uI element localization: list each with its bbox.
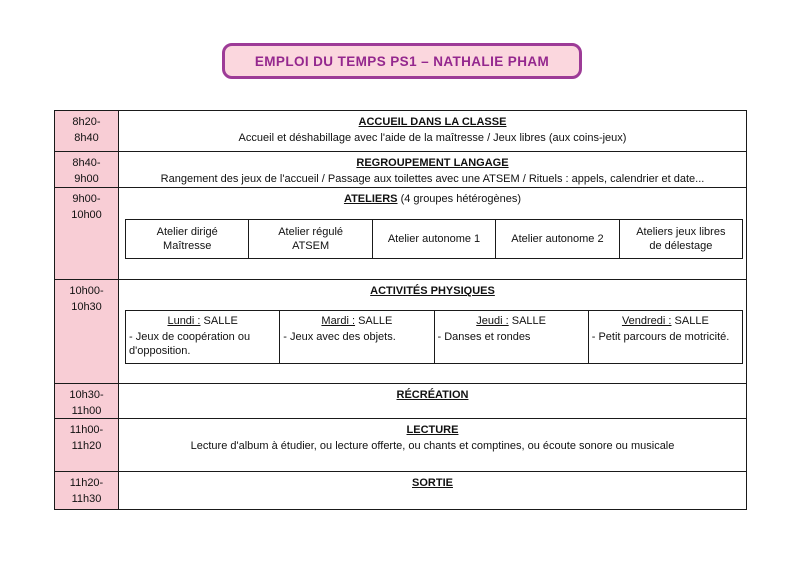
activity-title: SORTIE <box>412 477 453 489</box>
day-header: Lundi : SALLE <box>167 315 238 327</box>
day-description: - Danses et rondes <box>437 331 531 343</box>
ateliers-groups-table <box>125 219 743 259</box>
time-start: 10h30- <box>69 389 104 401</box>
page-title <box>222 43 582 79</box>
activity-title: ACTIVITÉS PHYSIQUES <box>370 285 495 297</box>
time-start: 8h40- <box>72 157 101 169</box>
time-end: 10h00 <box>71 208 102 221</box>
time-cell <box>55 152 119 187</box>
time-start: 10h00- <box>69 285 104 297</box>
activity-description: Rangement des jeux de l'accueil / Passage aux toilettes avec une ATSEM / Rituels : appels, calendrier et date... <box>160 173 705 185</box>
time-end: 11h00 <box>71 404 102 417</box>
day-cell <box>280 311 434 363</box>
time-cell <box>55 188 119 279</box>
schedule-table <box>54 110 747 510</box>
activity-title-suffix: (4 groupes hétérogènes) <box>397 193 522 205</box>
activity-cell <box>119 111 746 151</box>
activity-cell <box>119 152 746 187</box>
physical-days-table <box>125 310 743 364</box>
table-row-regroupement <box>55 152 746 188</box>
activity-cell <box>119 384 746 418</box>
time-cell <box>55 384 119 418</box>
time-start: 11h20- <box>69 477 104 489</box>
activity-cell <box>119 280 746 383</box>
time-start: 8h20- <box>72 116 101 128</box>
time-cell <box>55 111 119 151</box>
table-row-accueil <box>55 111 746 152</box>
table-row-recreation <box>55 384 746 419</box>
time-end: 9h00 <box>74 172 99 185</box>
table-row-ateliers <box>55 188 746 280</box>
activity-title: REGROUPEMENT LANGAGE <box>356 157 509 169</box>
atelier-group-cell: Ateliers jeux libres de délestage <box>636 225 726 252</box>
activity-title: LECTURE <box>406 424 459 436</box>
table-row-activites-physiques <box>55 280 746 384</box>
activity-description: Lecture d'album à étudier, ou lecture offerte, ou chants et comptines, ou écoute sonore ou musicale <box>190 440 675 452</box>
atelier-group-cell: Atelier autonome 1 <box>373 220 496 258</box>
activity-description: Accueil et déshabillage avec l'aide de la maîtresse / Jeux libres (aux coins-jeux) <box>238 132 627 144</box>
activity-title: RÉCRÉATION <box>396 389 469 401</box>
atelier-group-cell: Atelier autonome 2 <box>496 220 619 258</box>
time-cell <box>55 280 119 383</box>
day-header: Jeudi : SALLE <box>476 315 546 327</box>
activity-title: ATELIERS (4 groupes hétérogènes) <box>343 193 522 205</box>
time-cell <box>55 472 119 509</box>
day-description: - Petit parcours de motricité. <box>591 331 730 343</box>
activity-cell <box>119 472 746 509</box>
time-end: 11h30 <box>71 492 102 505</box>
time-end: 10h30 <box>71 300 102 313</box>
atelier-group-cell: Atelier dirigé Maîtresse <box>126 220 249 258</box>
day-cell <box>435 311 589 363</box>
time-start: 9h00- <box>72 193 101 205</box>
time-start: 11h00- <box>69 424 104 436</box>
time-cell <box>55 419 119 471</box>
page-title-text: EMPLOI DU TEMPS PS1 – NATHALIE PHAM <box>254 53 550 69</box>
activity-cell <box>119 419 746 471</box>
day-header: Vendredi : SALLE <box>621 315 709 327</box>
day-cell <box>126 311 280 363</box>
activity-title: ACCUEIL DANS LA CLASSE <box>358 116 507 128</box>
time-end: 8h40 <box>74 131 99 144</box>
day-description: - Jeux de coopération ou d'opposition. <box>129 331 251 357</box>
day-description: - Jeux avec des objets. <box>283 331 396 343</box>
activity-cell <box>119 188 746 279</box>
atelier-group-cell: Atelier régulé ATSEM <box>249 220 372 258</box>
table-row-sortie <box>55 472 746 509</box>
day-header: Mardi : SALLE <box>321 315 393 327</box>
table-row-lecture <box>55 419 746 472</box>
day-cell <box>589 311 742 363</box>
time-end: 11h20 <box>71 439 102 452</box>
